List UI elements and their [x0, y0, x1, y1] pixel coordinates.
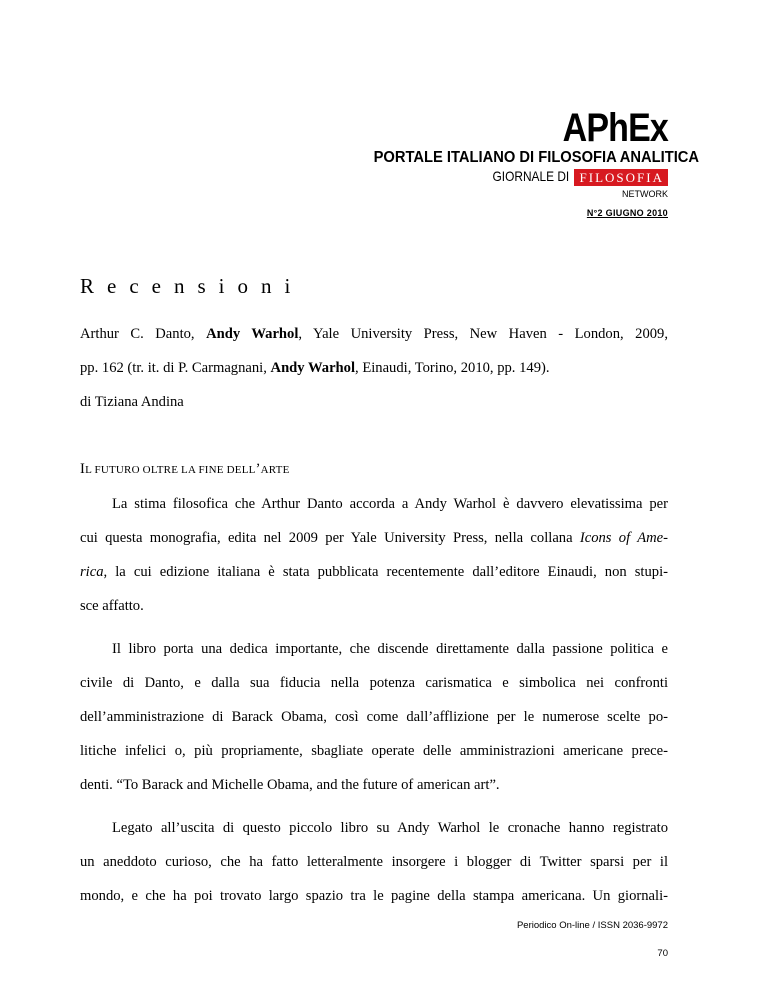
paragraph-line: dell’amministrazione di Barack Obama, così come dall’afflizione per le numerose scelte po-: [80, 709, 668, 725]
paragraph-line: [80, 521, 668, 555]
subheading-text: ARTE: [260, 464, 290, 476]
paragraph-line: denti. “To Barack and Michelle Obama, and the future of american art”.: [80, 777, 500, 793]
paragraph-line: sce affatto.: [80, 598, 144, 614]
filosofia-badge: FILOSOFIA: [574, 169, 668, 186]
citation-line-1: [80, 317, 668, 351]
paragraph-line: civile di Danto, e dalla sua fiducia nella potenza carismatica e simbolica nei confronti: [80, 675, 668, 691]
citation-text: Arthur C. Danto,: [80, 326, 207, 342]
journal-header: [348, 106, 700, 218]
issue-label: N°2 GIUGNO 2010: [586, 207, 668, 218]
section-title: Recensioni: [80, 274, 304, 298]
article-subheading: [80, 452, 668, 487]
aphex-logo: APhEx: [562, 106, 668, 150]
citation-text: , Einaudi, Torino, 2010, pp. 149).: [355, 360, 550, 376]
review-author: di Tiziana Andina: [80, 394, 184, 410]
subheading-text: L FUTURO OLTRE LA FINE DELL: [85, 464, 256, 476]
paragraph-line: litiche infelici o, più propriamente, sbagliate operate delle amministrazioni americane prece-: [80, 743, 668, 759]
giornale-line: [348, 167, 668, 186]
paragraph-3: [80, 811, 668, 913]
network-label: NETWORK: [622, 188, 668, 199]
subheading-apostrophe: ’: [255, 461, 261, 477]
paragraph-line: un aneddoto curioso, che ha fatto letteralmente insorgere i blogger di Twitter sparsi per il: [80, 854, 668, 870]
paragraph-1: [80, 487, 668, 623]
issn-footer: Periodico On-line / ISSN 2036-9972: [516, 920, 668, 931]
article-body: [80, 317, 668, 913]
book-title: Andy Warhol: [270, 360, 356, 376]
paragraph-text: , la cui edizione italiana è stata pubblicata recentemente dall’editore Einaudi, non stupi-: [103, 564, 668, 580]
paragraph-line: [80, 555, 668, 589]
paragraph-line: mondo, e che ha poi trovato largo spazio tra le pagine della stampa americana. Un giornali-: [80, 888, 668, 904]
citation-line-2: [80, 351, 668, 385]
series-title: Icons of Ame-: [579, 530, 668, 546]
paragraph-line: Il libro porta una dedica importante, che discende direttamente dalla passione politica e: [112, 641, 668, 657]
paragraph-line: Legato all’uscita di questo piccolo libro su Andy Warhol le cronache hanno registrato: [112, 820, 668, 836]
citation-text: , Yale University Press, New Haven - London, 2009,: [298, 326, 668, 342]
paragraph-text: cui questa monografia, edita nel 2009 per Yale University Press, nella collana: [80, 530, 580, 546]
book-title: Andy Warhol: [206, 326, 299, 342]
paragraph-2: [80, 632, 668, 802]
series-title: rica: [80, 564, 104, 580]
page-number: 70: [657, 948, 668, 959]
paragraph-line: La stima filosofica che Arthur Danto accorda a Andy Warhol è davvero elevatissima per: [112, 496, 668, 512]
portal-subtitle: PORTALE ITALIANO DI FILOSOFIA ANALITICA: [373, 149, 700, 166]
citation-text: pp. 162 (tr. it. di P. Carmagnani,: [80, 360, 271, 376]
giornale-prefix: GIORNALE DI: [492, 168, 570, 184]
subheading-initial: I: [80, 461, 86, 477]
